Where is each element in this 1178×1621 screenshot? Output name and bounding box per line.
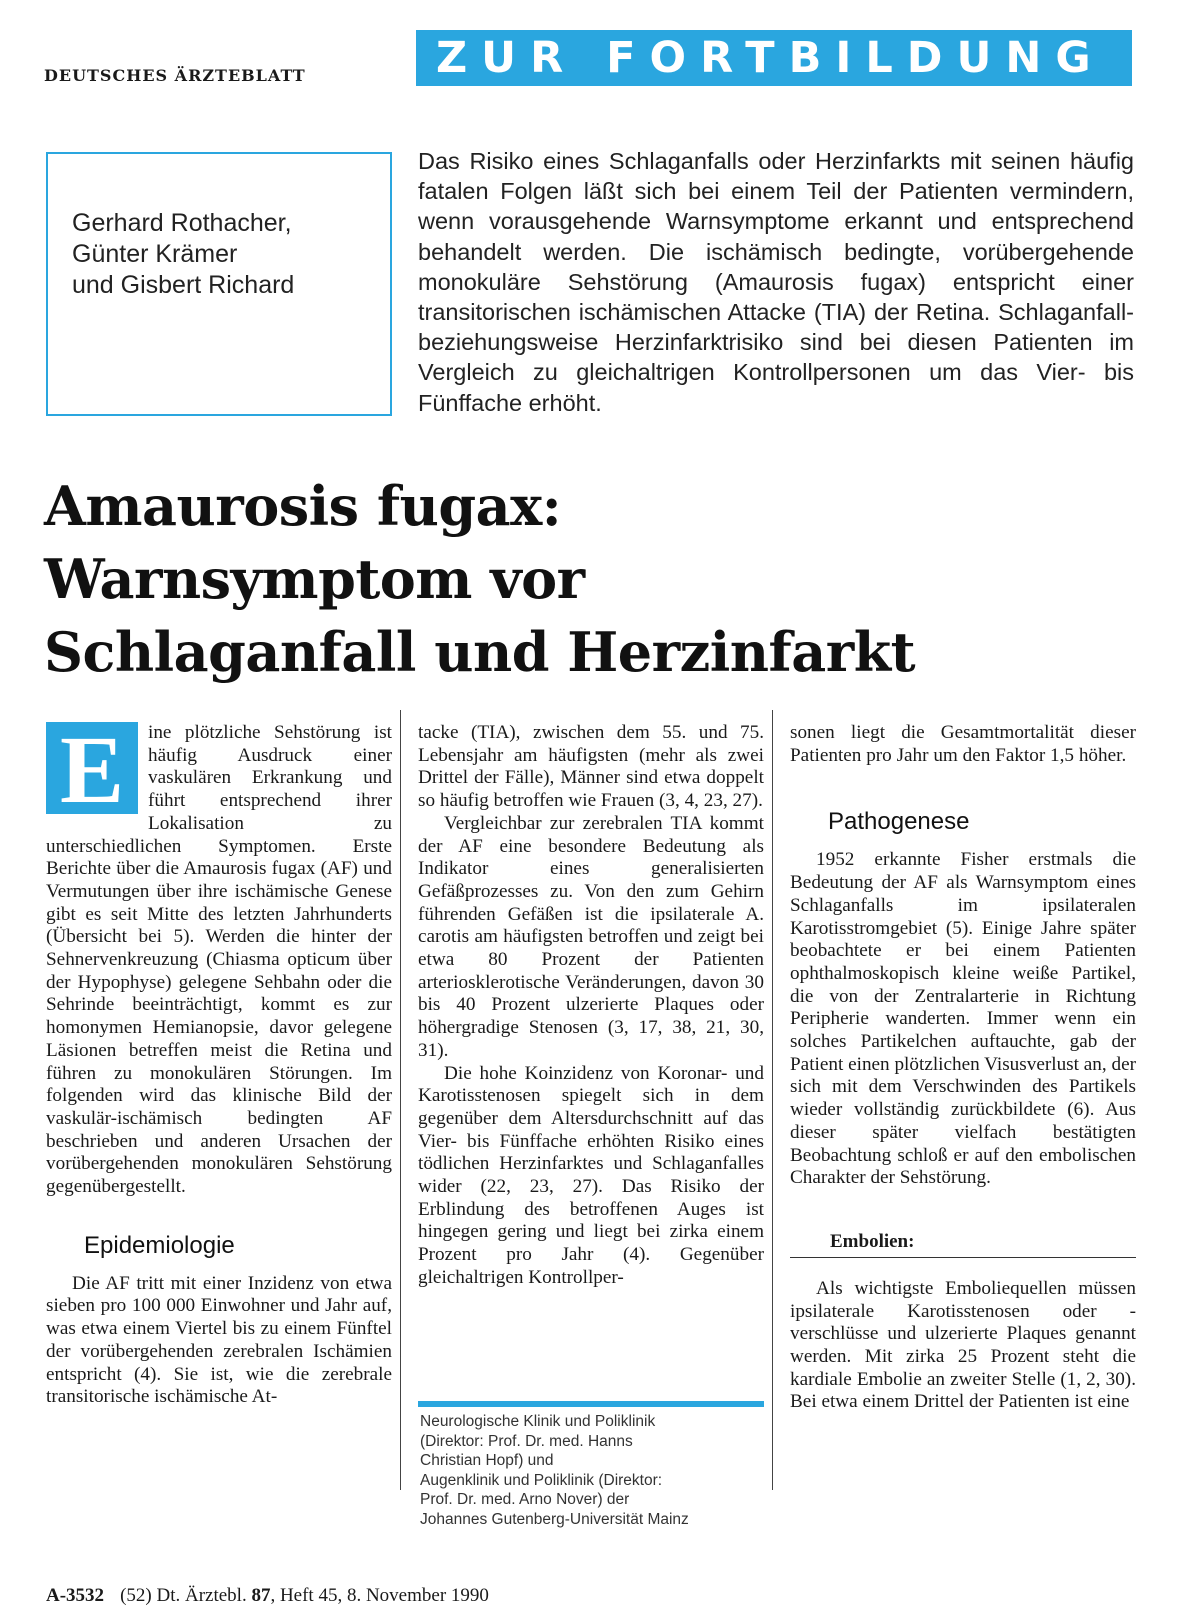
page-number: A-3532	[46, 1585, 105, 1606]
footnote-line: Neurologische Klinik und Poliklinik	[420, 1413, 656, 1430]
text-column-1	[46, 716, 392, 1409]
citation-issue: , Heft 45, 8. November 1990	[270, 1585, 489, 1606]
body-paragraph: sonen liegt die Gesamtmortalität dieser Patienten pro Jahr um den Faktor 1,5 höher.	[790, 722, 1136, 766]
title-line: Amaurosis fugax:	[44, 474, 562, 538]
title-line: Schlaganfall und Herzinfarkt	[44, 620, 916, 684]
section-heading-epidemiologie: Epidemiologie	[84, 1231, 235, 1259]
text-column-2	[418, 722, 764, 1290]
body-paragraph: Als wichtigste Emboliequellen müssen ipsilaterale Karotisstenosen oder -verschlüsse und ulzerierte Plaques genannt werden. Mit zirka 25 Prozent steht die kardiale Embolie an zweiter Stelle (1, 2, 30). Bei etwa einem Drittel der Patienten ist eine	[790, 1277, 1136, 1413]
page-footer	[46, 1585, 489, 1607]
author-name: Gerhard Rothacher,	[72, 209, 292, 237]
body-paragraph: 1952 erkannte Fisher erstmals die Bedeutung der AF als Warnsymptom eines Schlaganfalls im ipsilateralen Karotisstromgebiet (5). Einige Jahre später beobachtete er bei einem Patienten ophthalmoskopisch kleine weiße Partikel, die von der Zentralarterie in Richtung Peripherie wanderten. Immer wenn ein solches Partikelchen auftauchte, gab der Patient einen plötzlichen Visusverlust an, der sich mit dem Verschwinden des Partikels wieder vollständig zurückbildete (6). Aus dieser später vielfach bestätigten Beobachtung schloß er auf den embolischen Charakter der Sehstörung.	[790, 849, 1136, 1189]
subsection-heading-embolien: Embolien:	[790, 1230, 1136, 1258]
body-paragraph: Die hohe Koinzidenz von Koronar- und Karotisstenosen spiegelt sich in dem gegenüber dem Altersdurchschnitt auf das Vier- bis Fünffache erhöhten Risiko eines tödlichen Herzinfarktes und Schlaganfalles wider (22, 23, 27). Das Risiko der Erblindung des betroffenen Auges ist hingegen gering und liegt bei zirka einem Prozent pro Jahr (4). Gegenüber gleichaltrigen Kontrollper-	[418, 1062, 764, 1288]
author-name: Günter Krämer	[72, 240, 238, 268]
drop-cap: E	[46, 722, 138, 814]
body-paragraph: Die AF tritt mit einer Inzidenz von etwa sieben pro 100 000 Einwohner und Jahr auf, was etwa einem Viertel bis zu einem Fünftel der vorübergehenden zerebralen Ischämien entspricht (4). Sie ist, wie die zerebrale transitorische ischämische At-	[46, 1272, 392, 1408]
text-column-3	[790, 722, 1136, 1414]
title-line: Warnsymptom vor	[44, 547, 585, 611]
abstract: Das Risiko eines Schlaganfalls oder Herzinfarkts mit seinen häufig fatalen Folgen läßt sich bei einem Teil der Patienten vermindern, wenn vorausgehende Warnsymptome erkannt und entsprechend behandelt werden. Die ischämisch bedingte, vorübergehende monokuläre Sehstörung (Amaurosis fugax) entspricht einer transitorischen ischämischen Attacke (TIA) der Retina. Schlaganfall- beziehungsweise Herzinfarktrisiko sind bei diesen Patienten im Vergleich zu gleichaltrigen Kontrollpersonen um das Vier- bis Fünffache erhöht.	[418, 148, 1134, 416]
footnote-rule	[418, 1401, 764, 1407]
footnote-line: Christian Hopf) und	[420, 1452, 554, 1469]
body-paragraph: Vergleichbar zur zerebralen TIA kommt der AF eine besondere Bedeutung als Indikator eines generalisierten Gefäßprozesses zu. Von den zum Gehirn führenden Gefäßen ist die ipsilaterale A. carotis am häufigsten betroffen und zeigt bei etwa 80 Prozent der Patienten arteriosklerotische Veränderungen, davon 30 bis 40 Prozent ulzerierte Plaques oder höhergradige Stenosen (3, 17, 38, 21, 30, 31).	[418, 812, 764, 1061]
footnote-line: Johannes Gutenberg-Universität Mainz	[420, 1510, 689, 1528]
affiliation-footnote	[420, 1412, 766, 1529]
footnote-line: Prof. Dr. med. Arno Nover) der	[420, 1491, 630, 1508]
section-heading-pathogenese: Pathogenese	[828, 808, 970, 836]
footnote-line: (Direktor: Prof. Dr. med. Hanns	[420, 1432, 633, 1450]
masthead: DEUTSCHES ÄRZTEBLATT	[44, 66, 306, 85]
body-paragraph: tacke (TIA), zwischen dem 55. und 75. Lebensjahr am häufigsten (mehr als zwei Drittel der Fälle), Männer sind etwa doppelt so häufig betroffen wie Frauen (3, 4, 23, 27).	[418, 722, 764, 812]
author-list	[72, 208, 294, 301]
column-divider	[400, 710, 401, 1490]
intro-paragraph: ine plötzliche Sehstörung ist häufig Ausdruck einer vaskulären Erkrankung und führt entsprechend ihrer Lokalisation zu unterschiedlichen Symptomen. Erste Berichte über die Amaurosis fugax (AF) und Vermutungen über ihre ischämische Genese gibt es seit Mitte des letzten Jahrhunderts (Übersicht bei 5). Werden die hinter der Sehnervenkreuzung (Chiasma opticum über der Hypophyse) gelegene Sehbahn oder die Sehrinde beeinträchtigt, kommt es zur homonymen Hemianopsie, davor gelegene Läsionen betreffen meist die Retina und führen zu monokulären Störungen. Im folgenden wird das klinische Bild der vaskulär-ischämisch bedingten AF beschrieben und anderen Ursachen der vorübergehenden monokulären Sehstörung gegenübergestellt.	[46, 722, 392, 1198]
article-title	[44, 470, 1144, 689]
volume-number: 87	[251, 1585, 271, 1606]
author-name: und Gisbert Richard	[72, 271, 295, 299]
footnote-line: Augenklinik und Poliklinik (Direktor:	[420, 1471, 663, 1489]
column-divider	[772, 710, 773, 1490]
author-box	[46, 152, 392, 416]
citation-source: (52) Dt. Ärztebl.	[120, 1585, 247, 1606]
section-banner: ZUR FORTBILDUNG	[416, 30, 1132, 86]
